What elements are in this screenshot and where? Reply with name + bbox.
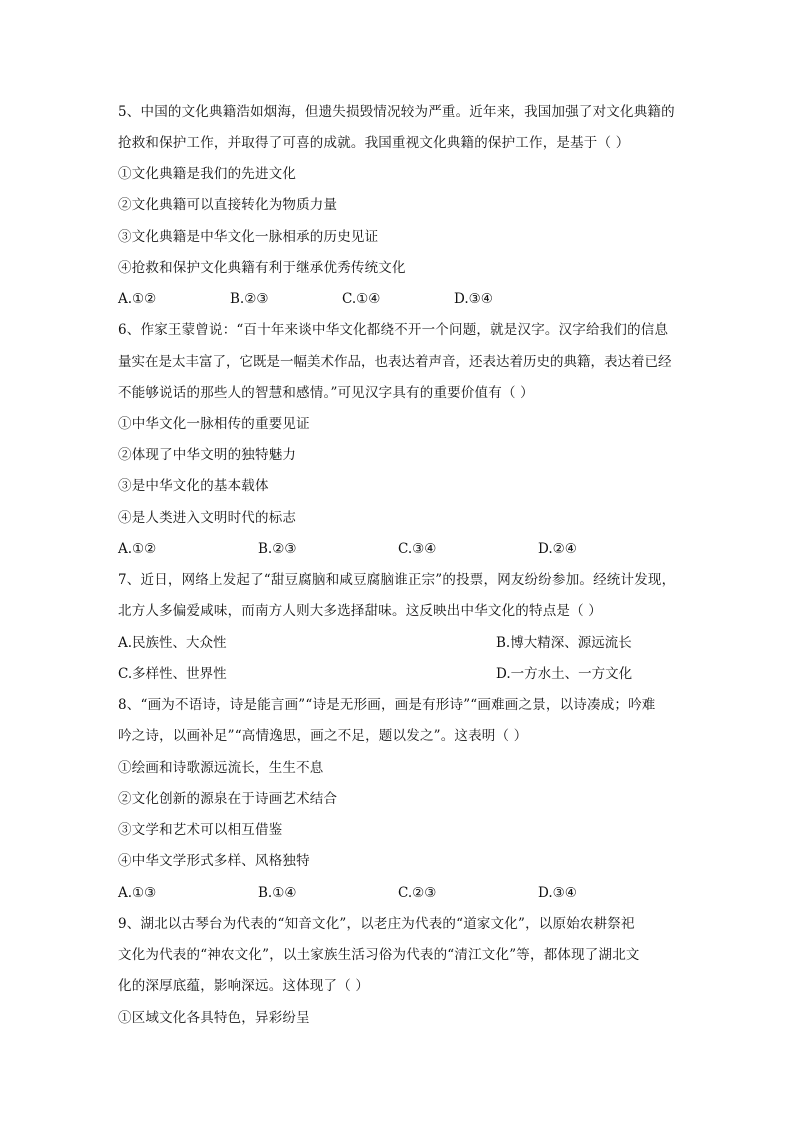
answer-options [118,883,678,903]
question-stem-line: 7、近日，网络上发起了“甜豆腐脑和咸豆腐脑谁正宗”的投票，网友纷纷参加。经统计发现， [118,572,676,588]
choice-item: ①区域文化各具特色，异彩纷呈 [118,1010,310,1026]
choice-item: ②文化创新的源泉在于诗画艺术结合 [118,791,338,807]
choice-item: ③文化典籍是中华文化一脉相承的历史见证 [118,229,379,245]
answer-options [118,289,678,309]
option-c: C.③④ [398,541,437,557]
question-stem-line: 文化为代表的“神农文化”，以土家族生活习俗为代表的“清江文化”等，都体现了湖北文 [118,947,640,963]
choice-item: ④抢救和保护文化典籍有利于继承优秀传统文化 [118,260,406,276]
option-b: B.①④ [258,885,297,901]
option-a: A.民族性、大众性 [118,635,227,651]
choice-item: ②文化典籍可以直接转化为物质力量 [118,197,338,213]
question-stem-line: 量实在是太丰富了，它既是一幅美术作品，也表达着声音，还表达着历史的典籍，表达着已经 [118,354,672,370]
option-c: C.多样性、世界性 [118,666,227,682]
option-d: D.②④ [538,541,577,557]
choice-item: ①中华文化一脉相传的重要见证 [118,416,310,432]
option-a: A.①② [118,541,157,557]
choice-item: ③是中华文化的基本载体 [118,478,269,494]
option-d: D.③④ [538,885,577,901]
choice-item: ①绘画和诗歌源远流长，生生不息 [118,760,324,776]
question-stem-line: 8、“画为不语诗，诗是能言画”“诗是无形画，画是有形诗”“画难画之景，以诗凑成；吟难 [118,697,656,713]
question-stem-line: 抢救和保护工作，并取得了可喜的成就。我国重视文化典籍的保护工作，是基于（ ） [118,135,630,151]
choice-item: ①文化典籍是我们的先进文化 [118,166,297,182]
option-d: D.③④ [454,291,493,307]
option-b: B.②③ [230,291,269,307]
question-stem-line: 6、作家王蒙曾说：“百十年来谈中华文化都绕不开一个问题，就是汉字。汉字给我们的信息 [118,322,669,338]
choice-item: ④是人类进入文明时代的标志 [118,510,297,526]
choice-item: ④中华文学形式多样、风格独特 [118,853,310,869]
choice-item: ③文学和艺术可以相互借鉴 [118,822,283,838]
question-stem-line: 吟之诗，以画补足”“高情逸思，画之不足，题以发之”。这表明（ ） [118,728,528,744]
question-stem-line: 5、中国的文化典籍浩如烟海，但遗失损毁情况较为严重。近年来，我国加强了对文化典籍的 [118,104,675,120]
answer-options [118,664,678,684]
question-stem-line: 化的深厚底蕴，影响深远。这体现了（ ） [118,978,370,994]
answer-options [118,539,678,559]
choice-item: ②体现了中华文明的独特魅力 [118,447,297,463]
question-stem-line: 北方人多偏爱咸味，而南方人则大多选择甜味。这反映出中华文化的特点是（ ） [118,603,602,619]
option-b: B.博大精深、源远流长 [496,635,632,651]
option-c: C.①④ [342,291,381,307]
option-d: D.一方水土、一方文化 [496,666,633,682]
option-a: A.①② [118,291,157,307]
option-a: A.①③ [118,885,157,901]
question-stem-line: 不能够说话的那些人的智慧和感情。”可见汉字具有的重要价值有（ ） [118,385,534,401]
question-stem-line: 9、湖北以古琴台为代表的“知音文化”，以老庄为代表的“道家文化”，以原始农耕祭祀 [118,916,635,932]
answer-options [118,633,678,653]
option-c: C.②③ [398,885,437,901]
option-b: B.②③ [258,541,297,557]
